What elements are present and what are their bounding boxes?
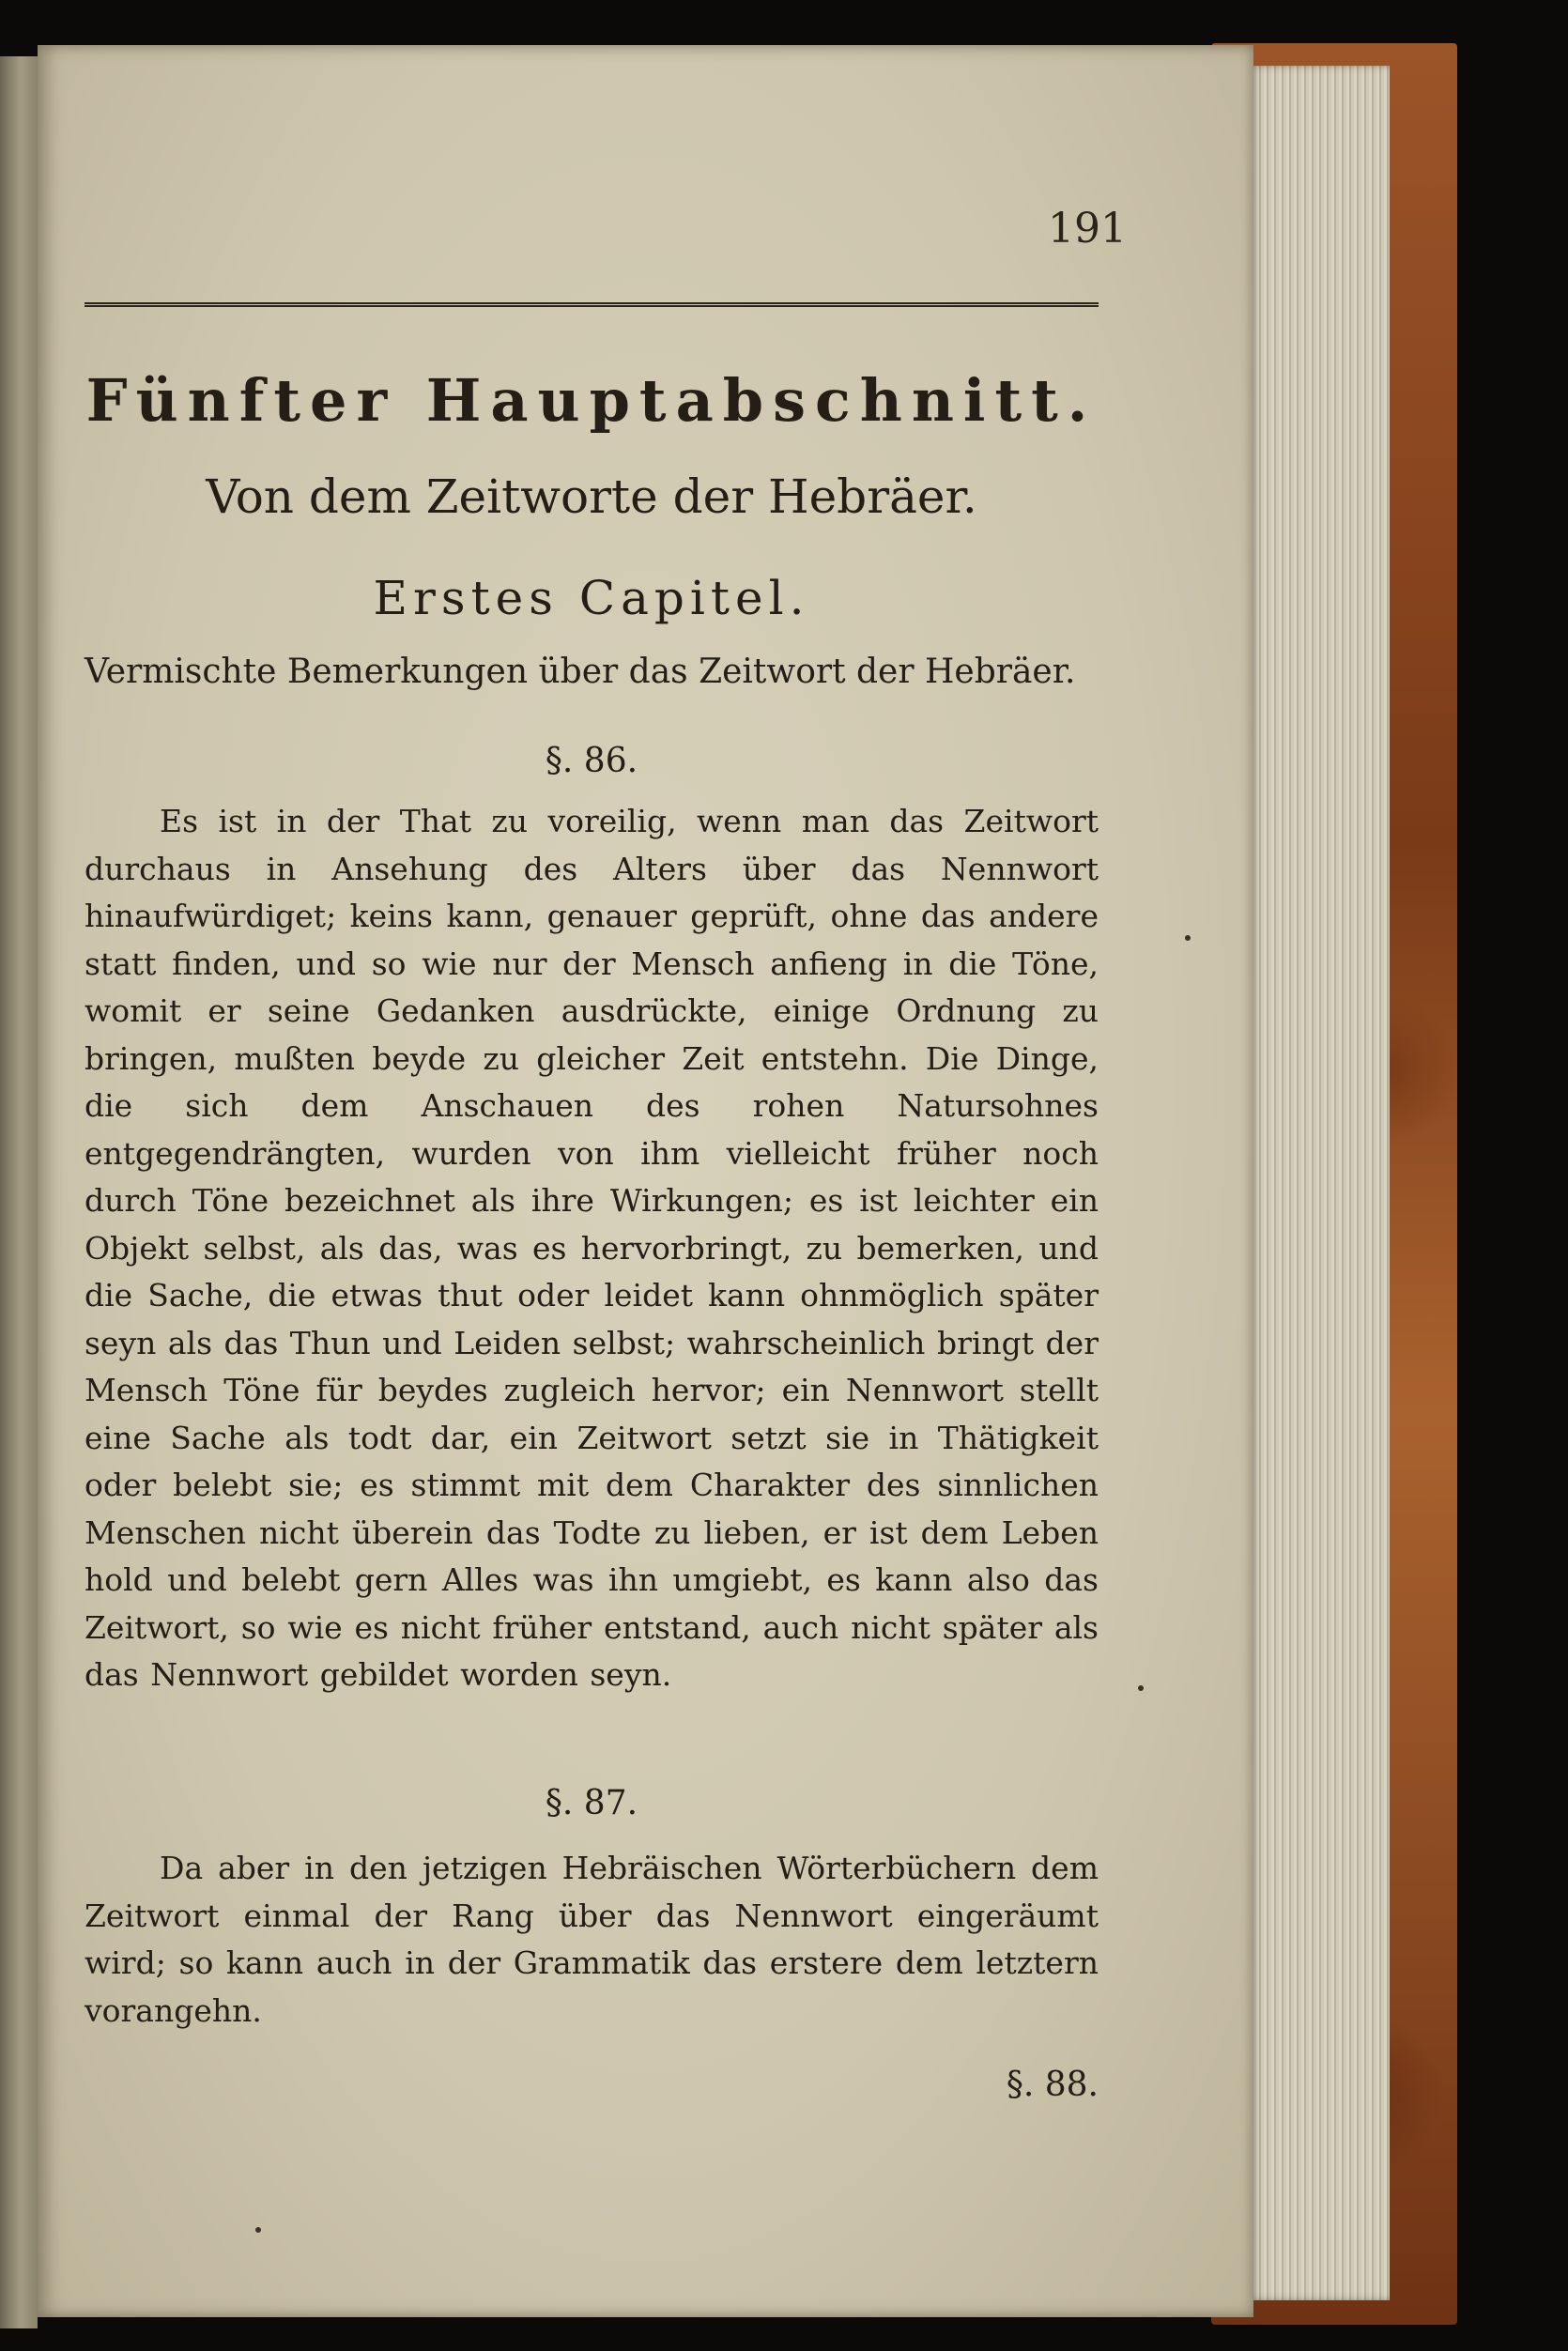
page-number: 191 — [1048, 205, 1127, 253]
paragraph-number: §. 87. — [545, 1784, 638, 1822]
paper-speck — [1138, 1685, 1144, 1691]
paper-speck — [255, 2227, 261, 2233]
paragraph-number: §. 86. — [545, 742, 638, 780]
paragraph-text: Es ist in der That zu voreilig, wenn man das Zeitwort durchaus in Ansehung des Alters über das Nennwort hinaufwürdiget; keins kann, genauer geprüft, ohne das andere statt finden, und so wie nur der Mensch anfieng in die Töne, womit er seine Gedanken ausdrückte, einige Ordnung zu bringen, mußten beyde zu gleicher Zeit entstehn. Die Dinge, die sich dem Anschauen des rohen Natursohnes entgegendrängten, wurden von ihm vielleicht früher noch durch Töne bezeichnet als ihre Wirkungen; es ist leichter ein Objekt selbst, als das, was es hervorbringt, zu bemerken, und die Sache, die etwas thut oder leidet kann ohnmöglich später seyn als das Thun und Leiden selbst; wahrscheinlich bringt der Mensch Töne für beydes zugleich hervor; ein Nennwort stellt eine Sache als todt dar, ein Zeitwort setzt sie in Thätigkeit oder belebt sie; es stimmt mit dem Charakter des sinnlichen Menschen nicht überein das Todte zu lieben, er ist dem Leben hold und belebt gern Alles was ihn umgiebt, es kann also das Zeitwort, so wie es nicht früher entstand, auch nicht später als das Nennwort gebildet worden seyn. — [85, 803, 1099, 1693]
paragraph-text: Da aber in den jetzigen Hebräischen Wörterbüchern dem Zeitwort einmal der Rang über das Nennwort eingeräumt wird; so kann auch in der Grammatik das erstere dem letztern vorangehn. — [85, 1850, 1099, 2029]
page-edges — [1249, 66, 1390, 2300]
section-title: Von dem Zeitworte der Hebräer. — [206, 469, 977, 524]
subchapter-heading: Erstes Capitel. — [373, 571, 810, 625]
adjacent-page-edge — [0, 56, 38, 2328]
paper-speck — [1185, 935, 1191, 941]
header-rule — [85, 302, 1099, 307]
subchapter-title: Vermischte Bemerkungen über das Zeitwort der Hebräer. — [85, 653, 1076, 691]
chapter-heading: Fünfter Hauptabschnitt. — [85, 366, 1098, 435]
catchword: §. 88. — [1006, 2066, 1099, 2104]
